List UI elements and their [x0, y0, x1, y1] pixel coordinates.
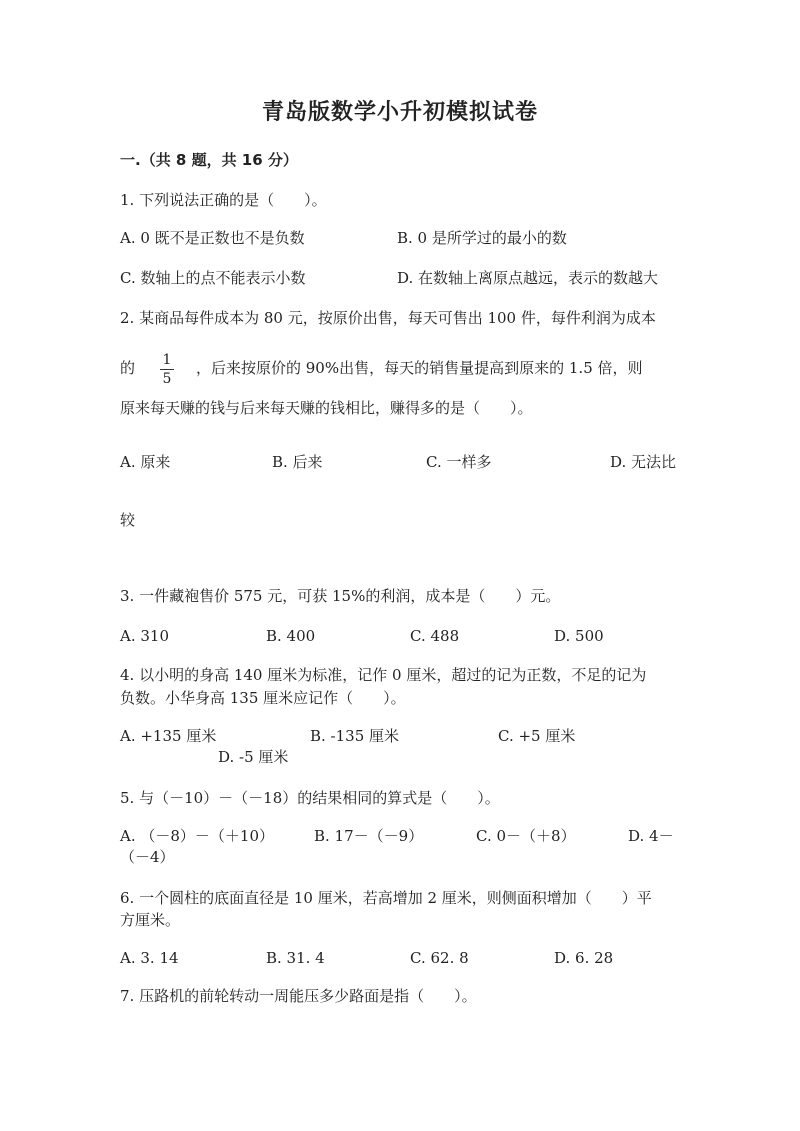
- question-4-stem-line-2: 负数。小华身高 135 厘米应记作（ ）。: [120, 689, 406, 707]
- question-5-option-a[interactable]: A. （－8）－（＋10）: [120, 827, 274, 845]
- question-4-option-b[interactable]: B. -135 厘米: [310, 727, 400, 745]
- question-5-stem: 5. 与（－10）－（－18）的结果相同的算式是（ ）。: [120, 789, 500, 807]
- page-title: 青岛版数学小升初模拟试卷: [261, 100, 538, 125]
- question-5-option-b[interactable]: B. 17－（－9）: [314, 827, 424, 845]
- question-5-option-d-wrap: （－4）: [120, 848, 175, 866]
- question-1-option-b[interactable]: B. 0 是所学过的最小的数: [397, 229, 567, 247]
- fraction-bar: [160, 369, 174, 370]
- question-4-option-d[interactable]: D. -5 厘米: [218, 748, 289, 766]
- question-4-option-a[interactable]: A. +135 厘米: [120, 727, 217, 745]
- question-6-option-d[interactable]: D. 6. 28: [554, 949, 614, 967]
- question-2-stem-line-3: 原来每天赚的钱与后来每天赚的钱相比，赚得多的是（ ）。: [120, 399, 533, 417]
- question-6-stem-line-2: 方厘米。: [120, 911, 181, 929]
- question-6-option-c[interactable]: C. 62. 8: [410, 949, 469, 967]
- question-6-stem-line-1: 6. 一个圆柱的底面直径是 10 厘米，若高增加 2 厘米，则侧面积增加（ ）平: [120, 889, 652, 907]
- question-5-option-c[interactable]: C. 0－（＋8）: [476, 827, 576, 845]
- question-2-stem-line-2-rest: ，后来按原价的 90%出售，每天的销售量提高到原来的 1.5 倍，则: [196, 359, 643, 377]
- fraction-numerator: 1: [162, 352, 172, 368]
- question-1-option-a[interactable]: A. 0 既不是正数也不是负数: [120, 229, 305, 247]
- question-2-stem-line-2-start: 的: [120, 359, 136, 377]
- question-3-option-d[interactable]: D. 500: [554, 627, 604, 645]
- question-6-option-a[interactable]: A. 3. 14: [120, 949, 179, 967]
- question-1-option-d[interactable]: D. 在数轴上离原点越远，表示的数越大: [397, 269, 659, 287]
- question-4-stem-line-1: 4. 以小明的身高 140 厘米为标准，记作 0 厘米，超过的记为正数，不足的记为: [120, 666, 647, 684]
- question-2-stem-line-1: 2. 某商品每件成本为 80 元，按原价出售，每天可售出 100 件，每件利润为成本: [120, 309, 656, 327]
- question-2-option-d[interactable]: D. 无法比: [610, 453, 677, 471]
- question-3-option-c[interactable]: C. 488: [410, 627, 460, 645]
- question-4-option-c[interactable]: C. +5 厘米: [498, 727, 576, 745]
- section-heading: 一.（共 8 题，共 16 分）: [120, 151, 298, 169]
- question-3-option-b[interactable]: B. 400: [266, 627, 316, 645]
- question-3-stem: 3. 一件藏袍售价 575 元，可获 15%的利润，成本是（ ）元。: [120, 587, 561, 605]
- question-5-option-d[interactable]: D. 4－: [628, 827, 674, 845]
- question-1-option-c[interactable]: C. 数轴上的点不能表示小数: [120, 269, 306, 287]
- question-7-stem: 7. 压路机的前轮转动一周能压多少路面是指（ ）。: [120, 987, 477, 1005]
- fraction-one-fifth: [158, 352, 176, 387]
- question-3-option-a[interactable]: A. 310: [120, 627, 169, 645]
- question-1-stem: 1. 下列说法正确的是（ ）。: [120, 191, 327, 209]
- question-2-option-c[interactable]: C. 一样多: [426, 453, 492, 471]
- question-2-option-a[interactable]: A. 原来: [120, 453, 171, 471]
- question-6-option-b[interactable]: B. 31. 4: [266, 949, 325, 967]
- fraction-denominator: 5: [162, 371, 172, 387]
- question-2-option-b[interactable]: B. 后来: [272, 453, 323, 471]
- question-2-option-d-wrap: 较: [120, 511, 136, 529]
